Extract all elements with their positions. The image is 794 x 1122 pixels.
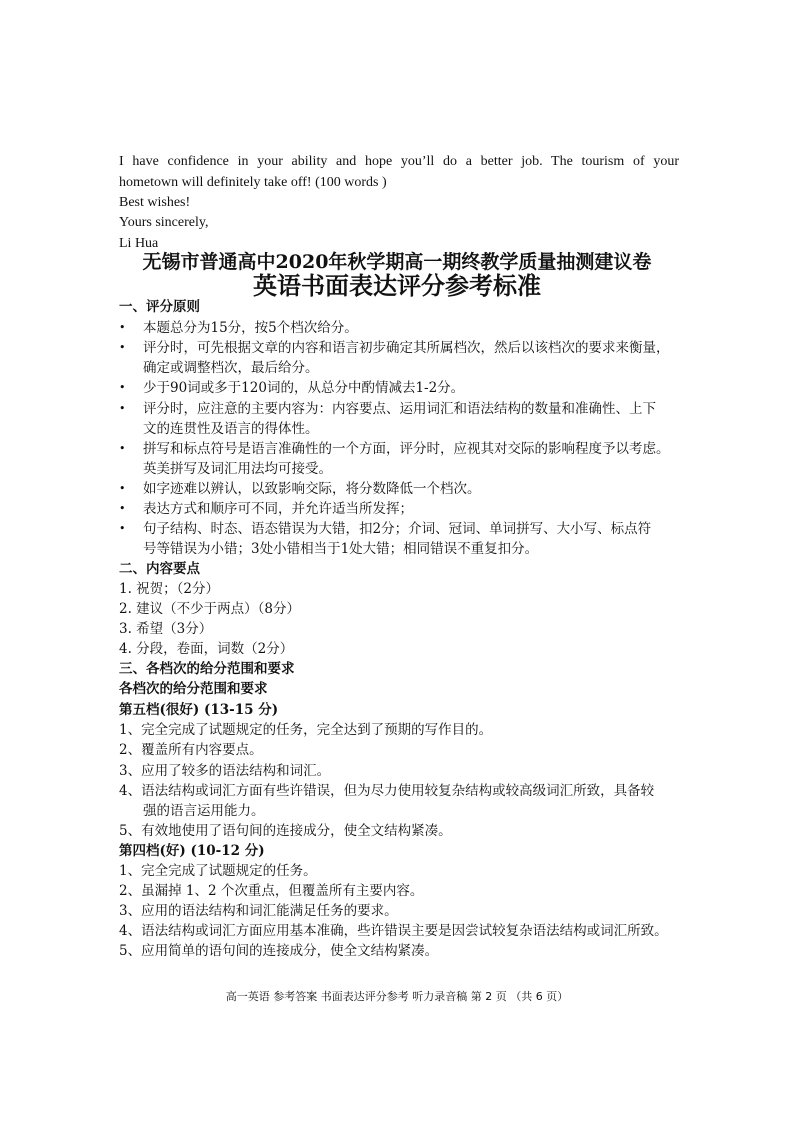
page-title: 无锡市普通高中2020年秋学期高一期终教学质量抽测建议卷	[142, 251, 652, 273]
list-item: 4、语法结构或词汇方面有些许错误，但为尽力使用较复杂结构或较高级词汇所致，具备较	[119, 783, 655, 799]
section-heading-content: 二、内容要点	[119, 561, 200, 577]
list-item-continuation: 确定或调整档次，最后给分。	[143, 360, 319, 376]
section-subheading-grades: 各档次的给分范围和要求	[119, 681, 268, 697]
letter-closing: Yours sincerely,	[119, 215, 209, 230]
list-item-continuation: 英美拼写及词汇用法均可接受。	[143, 461, 332, 477]
list-item: 5、有效地使用了语句间的连接成分，使全文结构紧凑。	[119, 823, 452, 839]
list-item-text: 评分时，可先根据文章的内容和语言初步确定其所属档次，然后以该档次的要求来衡量，	[143, 340, 670, 356]
list-item-text: 如字迹难以辨认，以致影响交际，将分数降低一个档次。	[143, 481, 481, 497]
list-item-continuation: 文的连贯性及语言的得体性。	[143, 421, 319, 437]
bullet-icon: •	[119, 482, 126, 495]
list-item-continuation: 强的语言运用能力。	[143, 803, 265, 819]
list-item: 3、应用的语法结构和词汇能满足任务的要求。	[119, 903, 398, 919]
letter-signature: Li Hua	[119, 236, 159, 251]
section-heading-grades: 三、各档次的给分范围和要求	[119, 661, 295, 677]
list-item-text: 拼写和标点符号是语言准确性的一个方面，评分时，应视其对交际的影响程度予以考虑。	[143, 441, 670, 457]
letter-line-2: hometown will definitely take off! (100 words )	[119, 175, 387, 190]
section-heading-principles: 一、评分原则	[119, 299, 200, 315]
list-item: 3、应用了较多的语法结构和词汇。	[119, 763, 331, 779]
list-item: 2、虽漏掉 1、2 个次重点，但覆盖所有主要内容。	[119, 883, 424, 899]
list-item-text: 少于90词或多于120词的，从总分中酌情减去1-2分。	[143, 380, 465, 396]
bullet-icon: •	[119, 402, 126, 415]
list-item: 1、完全完成了试题规定的任务。	[119, 863, 317, 879]
grade-title-fourth: 第四档(好) (10-12 分)	[119, 843, 265, 859]
bullet-icon: •	[119, 381, 126, 394]
list-item: 2. 建议（不少于两点）（8分）	[119, 601, 301, 617]
list-item: 4、语法结构或词汇方面应用基本准确，些许错误主要是因尝试较复杂语法结构或词汇所致。	[119, 923, 668, 939]
letter-line-1: I have confidence in your ability and hope you’ll do a better job. The tourism of your	[119, 154, 679, 169]
grade-title-fifth: 第五档(很好) (13-15 分)	[119, 702, 279, 718]
list-item: 1. 祝贺；（2分）	[119, 581, 220, 597]
list-item-text: 评分时，应注意的主要内容为：内容要点、运用词汇和语法结构的数量和准确性、上下	[143, 401, 656, 417]
bullet-icon: •	[119, 341, 126, 354]
list-item: 4. 分段，卷面，词数（2分）	[119, 641, 294, 657]
bullet-icon: •	[119, 321, 126, 334]
list-item: 3. 希望（3分）	[119, 621, 213, 637]
bullet-icon: •	[119, 442, 126, 455]
page-subtitle: 英语书面表达评分参考标准	[253, 271, 541, 300]
page-footer: 高一英语 参考答案 书面表达评分参考 听力录音稿 第 2 页 （共 6 页）	[225, 990, 569, 1003]
list-item-text: 句子结构、时态、语态错误为大错，扣2分；介词、冠词、单词拼写、大小写、标点符	[143, 521, 652, 537]
bullet-icon: •	[119, 502, 126, 515]
list-item-continuation: 号等错误为小错；3处小错相当于1处大错；相同错误不重复扣分。	[143, 541, 539, 557]
list-item-text: 本题总分为15分，按5个档次给分。	[143, 320, 358, 336]
list-item: 5、应用简单的语句间的连接成分，使全文结构紧凑。	[119, 943, 439, 959]
list-item-text: 表达方式和顺序可不同，并允许适当所发挥；	[143, 501, 413, 517]
letter-wishes: Best wishes!	[119, 195, 191, 210]
list-item: 1、完全完成了试题规定的任务，完全达到了预期的写作目的。	[119, 722, 493, 738]
bullet-icon: •	[119, 522, 126, 535]
list-item: 2、覆盖所有内容要点。	[119, 742, 263, 758]
